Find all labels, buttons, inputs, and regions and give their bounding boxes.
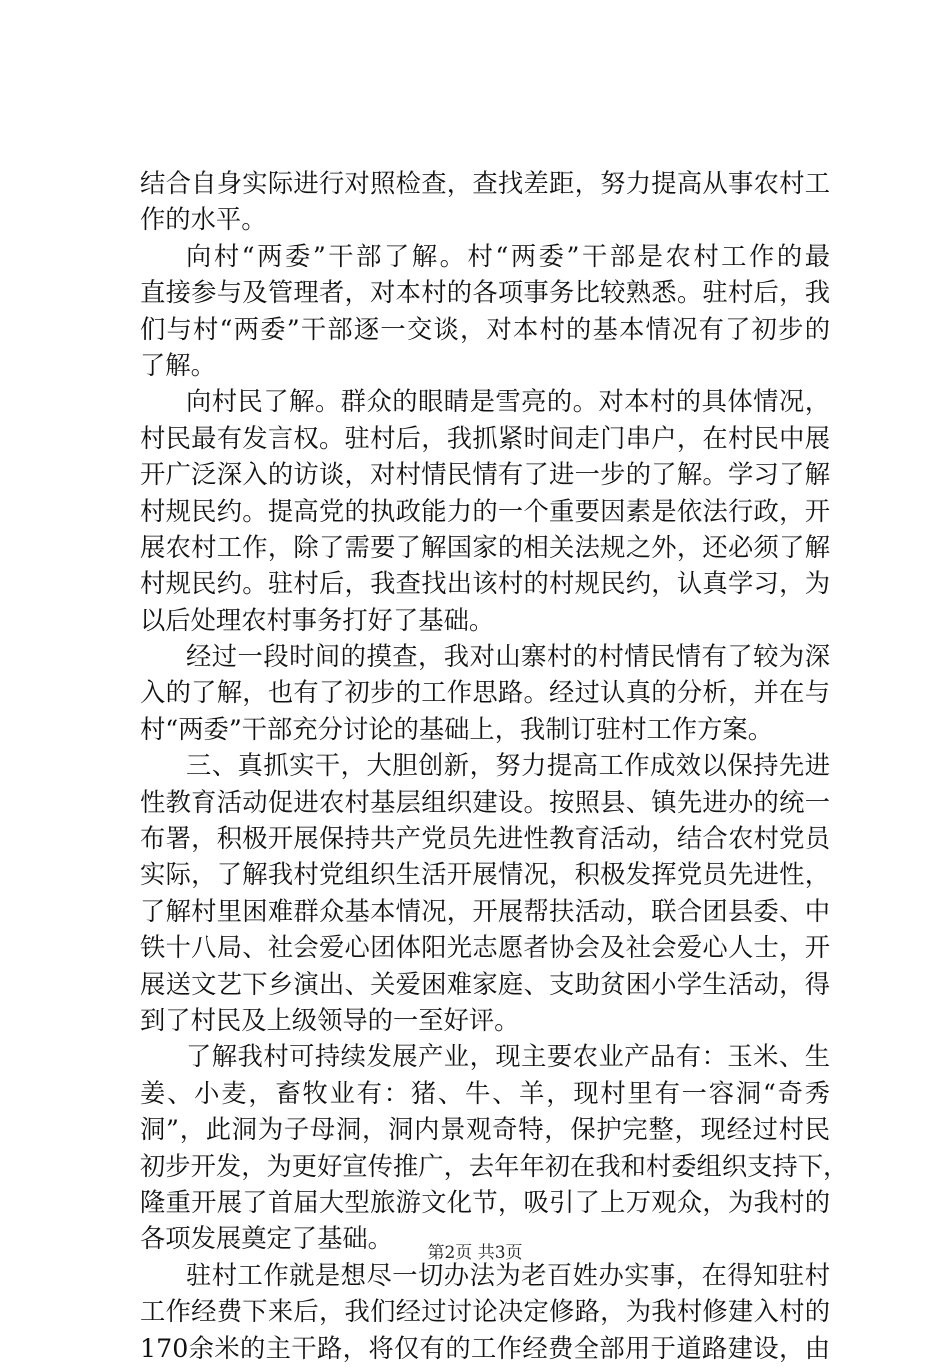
- text-line: 170余米的主干路，将仅有的工作经费全部用于道路建设，由: [140, 1333, 830, 1363]
- paragraph: [140, 748, 830, 1039]
- text-line: 姜、小麦，畜牧业有：猪、牛、羊，现村里有一容洞“奇秀: [140, 1078, 830, 1108]
- text-line: 直接参与及管理者，对本村的各项事务比较熟悉。驻村后，我: [140, 278, 830, 308]
- text-line: 以后处理农村事务打好了基础。: [140, 605, 495, 635]
- text-line: 了解我村可持续发展产业，现主要农业产品有：玉米、生: [186, 1042, 830, 1072]
- paragraph: [140, 639, 830, 748]
- paragraph: [140, 1039, 849, 1257]
- text-line: 向村“两委”干部了解。村“两委”干部是农村工作的最: [186, 241, 830, 271]
- text-line: 村民最有发言权。驻村后，我抓紧时间走门串户，在村民中展: [140, 423, 830, 453]
- text-line: 工作经费下来后，我们经过讨论决定修路，为我村修建入村的: [140, 1297, 830, 1327]
- text-line: 经过一段时间的摸查，我对山寨村的村情民情有了较为深: [186, 642, 830, 672]
- text-line: 驻村工作就是想尽一切办法为老百姓办实事，在得知驻村: [186, 1260, 830, 1290]
- paragraph: [140, 239, 830, 385]
- text-line: 各项发展奠定了基础。: [140, 1224, 393, 1254]
- paragraph: [140, 166, 830, 239]
- text-line: 村规民约。提高党的执政能力的一个重要因素是依法行政，开: [140, 496, 830, 526]
- paragraph: [140, 1258, 830, 1367]
- text-line: 结合自身实际进行对照检查，查找差距，努力提高从事农村工: [140, 169, 830, 198]
- text-line: 三、真抓实干，大胆创新，努力提高工作成效以保持先进: [186, 751, 830, 781]
- text-line: 到了村民及上级领导的一至好评。: [140, 1005, 520, 1035]
- text-line: 们与村“两委”干部逐一交谈，对本村的基本情况有了初步的: [140, 314, 830, 344]
- text-line: 向村民了解。群众的眼睛是雪亮的。对本村的具体情况，: [186, 387, 830, 417]
- text-line: 洞”，此洞为子母洞，洞内景观奇特，保护完整，现经过村民: [140, 1115, 830, 1145]
- document-body: [140, 166, 849, 1367]
- text-line: 布署，积极开展保持共产党员先进性教育活动，结合农村党员: [140, 824, 830, 854]
- text-line: 实际，了解我村党组织生活开展情况，积极发挥党员先进性，: [140, 860, 830, 890]
- text-line: 村规民约。驻村后，我查找出该村的村规民约，认真学习，为: [140, 569, 830, 599]
- text-line: 性教育活动促进农村基层组织建设。按照县、镇先进办的统一: [140, 787, 830, 817]
- text-line: 展送文艺下乡演出、关爱困难家庭、支助贫困小学生活动，得: [140, 969, 830, 999]
- text-line: 作的水平。: [140, 205, 267, 235]
- text-line: 隆重开展了首届大型旅游文化节，吸引了上万观众，为我村的: [140, 1187, 830, 1217]
- text-line: 了解村里困难群众基本情况，开展帮扶活动，联合团县委、中: [140, 896, 830, 926]
- text-line: 展农村工作，除了需要了解国家的相关法规之外，还必须了解: [140, 532, 830, 562]
- text-line: 初步开发，为更好宣传推广，去年年初在我和村委组织支持下，: [140, 1151, 849, 1181]
- text-line: 了解。: [140, 350, 216, 380]
- text-line: 铁十八局、社会爱心团体阳光志愿者协会及社会爱心人士，开: [140, 933, 830, 963]
- page-number-footer: 第2页 共3页: [427, 1243, 523, 1263]
- text-line: 入的了解，也有了初步的工作思路。经过认真的分析，并在与: [140, 678, 830, 708]
- paragraph: [140, 384, 830, 639]
- text-line: 开广泛深入的访谈，对村情民情有了进一步的了解。学习了解: [140, 460, 830, 490]
- text-line: 村“两委”干部充分讨论的基础上，我制订驻村工作方案。: [140, 714, 773, 744]
